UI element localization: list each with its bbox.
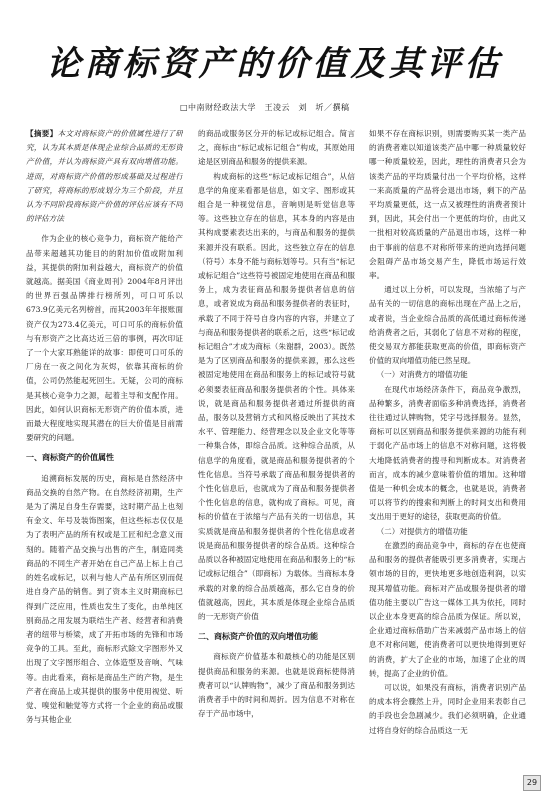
body-paragraph: 通过以上分析，可以发现，当浓缩了与产品有关的一切信息的商标出现在产品上之后，或者说，当企业综合品质的高低通过商标传递给消费者之后，其弱化了信息不对称的程度，使交易双方都能获取更高的价值，即商标资产价值的双向增值功能已然呈现。 [369, 285, 526, 366]
body-paragraph: 作为企业的核心竞争力，商标资产能给产品带来超越其功能目的的附加价值或附加利益，其提供的附加利益越大，商标资产的价值就越高。据美国《商业周刊》2004年8月评出的世界百强品牌排行榜所列，可口可乐以673.9亿美元名列榜首，而其2003年年报账面资产仅为273.4亿美元，可口可乐的商标价值与有形资产之比高达近三倍的事例，再次印证了一个大家耳熟能详的故事：即使可口可乐的厂房在一夜之间化为灰烬，依靠其商标的价值，公司仍然能起死回生。无疑，公司的商标是其核心竞争力之源，起着主导和支配作用。因此，如何认识商标无形资产的价值本质，进而最大程度地实现其潜在的巨大价值是目前需要研究的问题。 [26, 234, 183, 443]
body-paragraph: 可以说，如果没有商标，消费者识别产品的成本将会骤然上升，同时企业用来表彰自己的手段也会急剧减少。我们必须明确，企业通过将自身好的综合品质这一无 [369, 682, 526, 735]
column-3 [369, 127, 526, 782]
column-1 [26, 127, 183, 782]
body-paragraph: 追溯商标发展的历史，商标是自然经济中商品交换的自然产物。在自然经济初期，生产是为了满足自身生存需要，这时期产品上也刻有金文、年号及装饰图案，但这些标志仅仅是为了表明产品的所有权或是工匠和纪念意义而刻的。随着产品交换与出售的产生，制造同类商品的不同生产者开始在自己产品上标上自己的姓名或标记，以利与他人产品有所区别而促进自身产品的销售。到了资本主义时期商标已得到广泛应用，性质也发生了变化，由单纯区别商品之用发展为联结生产者、经营者和消费者的纽带与桥梁，成了开拓市场的先锋和市场竞争的工具。至此，商标形式除文字图形外又出现了文字图形组合、立体造型及音响、气味等。由此看来，商标是商品生产的产物，是生产者在商品上或其提供的服务中使用视觉、听觉、嗅觉和触觉等方式将一个企业的商品或服务与其他企业 [26, 473, 183, 725]
byline: □中南财经政法大学 王凌云 刘 圻／撰稿 [180, 103, 350, 112]
section-heading: 一、商标资产的价值属性 [26, 453, 114, 463]
subsection-heading: （二）对提供方的增值功能 [376, 526, 468, 536]
subsection-heading: （一）对消费方的增值功能 [376, 370, 468, 380]
abstract [26, 127, 183, 226]
page-number: 29 [523, 775, 541, 791]
article-title: 论商标资产的价值及其评估 [46, 44, 503, 84]
body-paragraph: 在现代市场经济条件下，商品竞争激烈，品种繁多，消费者面临多种消费选择，消费者往往通过认牌购物，凭字号选择服务。显然，商标可以区别商品和服务提供来源的功能有利于弱化产品市场上的信息不对称问题，这将极大地降低消费者的搜寻和判断成本。对消费者而言，成本的减少意味着价值的增加。这种增值是一种机会成本的概念，也就是说，消费者可以将节约的搜索和判断上的时间支出和费用支出用于更好的途径，获取更高的价值。 [369, 384, 526, 522]
abstract-label: 【摘要】 [26, 129, 58, 138]
abstract-text: 本文对商标资产的价值属性进行了研究，认为其本质是体现企业综合品质的无形资产价值，并认为商标资产具有双向增值功能。进而，对商标资产价值的形成基础及过程进行了研究，将商标的形成划分为三个阶段，并且认为不同阶段商标资产价值的评估应该有不同的评估方法 [26, 129, 183, 224]
body-paragraph: 的商品或服务区分开的标记或标记组合。简言之，商标由“标记或标记组合”构成，其原始用途是区别商品和服务的提供来源。 [198, 129, 355, 167]
body-paragraph: 在激烈的商品竞争中，商标的存在也使商品和服务的提供者能吸引更多消费者，实现占领市场的目的，更快地更多地创造利润，以实现其增值功能。商标对产品或服务提供者的增值功能主要以广告这一媒体工具为依托，同时以企业本身更高的综合品质为保证。所以说，企业通过商标借助广告来减弱产品市场上的信息不对称问题，使消费者可以更快地得到更好的消费，扩大了企业的市场，加速了企业的周转，提高了企业的价值。 [369, 540, 526, 678]
body-paragraph: 商标资产价值基本和最核心的功能是区别提供商品和服务的来源。也就是说商标使得消费者可以“认牌购物”，减少了商品和服务到达消费者手中的时间和周折。因为信息不对称在存于产品市场中， [198, 652, 355, 719]
body-paragraph: 如果不存在商标识别，则需要购买某一类产品的消费者难以知道该类产品中哪一种质量较好哪一种质量较差，因此，理性的消费者只会为该类产品的平均质量付出一个平均价格，这样一来高质量的产品将会退出市场，剩下的产品平均质量更低，这一点又被理性的消费者预计到，因此，其会付出一个更低的均价，由此又一批相对较高质量的产品退出市场，这样一种由于事前的信息不对称所带来的逆向选择问题会阻碍产品市场交易产生，降低市场运行效率。 [369, 129, 526, 281]
body-paragraph: 构成商标的这些“标记或标记组合”，从信息学的角度来看都是信息，如文字、图形或其组合是一种视觉信息，音响则是听觉信息等等。这些独立存在的信息，其本身的内容是由其构成要素表达出来的，与商品和服务的提供来源并没有联系。因此，这些独立存在的信息（符号）本身不能与商标划等号。只有当“标记或标记组合”这些符号被固定地使用在商品和服务上，成为表征商品和服务提供者信息的信息，或者说成为商品和服务提供者的表征时，承载了不同于符号自身内容的内容，并建立了与商品和服务提供者的联系之后，这些“标记或标记组合”才成为商标（朱谢群，2003）。既然是为了区别商品和服务的提供来源，那么这些被固定地使用在商品和服务上的标记或符号就必须要表征商品和服务提供者的个性。具体来说，就是商品和服务提供者通过所提供的商品，服务以及营销方式和风格反映出了其技术水平、管理能力、经营理念以及企业文化等等一种集合体，即综合品质。这种综合品质，从信息学的角度看，就是商品和服务提供者的个性化信息。当符号承载了商品和服务提供者的个性化信息后，也就成为了商品和服务提供者个性化信息的信息，就构成了商标。可见，商标的价值在于浓缩与产品有关的一切信息，其实质就是商品和服务提供者的个性化信息或者说是商品和服务提供者的综合品质。这种综合品质以各种被固定地使用在商品和服务上的“标记或标记组合”（即商标）为载体。当商标本身承载的对象的综合品质越高，那么它自身的价值就越高，因此，其本质是体现企业综合品质的一无形资产价值 [198, 171, 355, 621]
column-2 [198, 127, 355, 782]
section-heading: 二、商标资产价值的双向增值功能 [198, 632, 318, 642]
